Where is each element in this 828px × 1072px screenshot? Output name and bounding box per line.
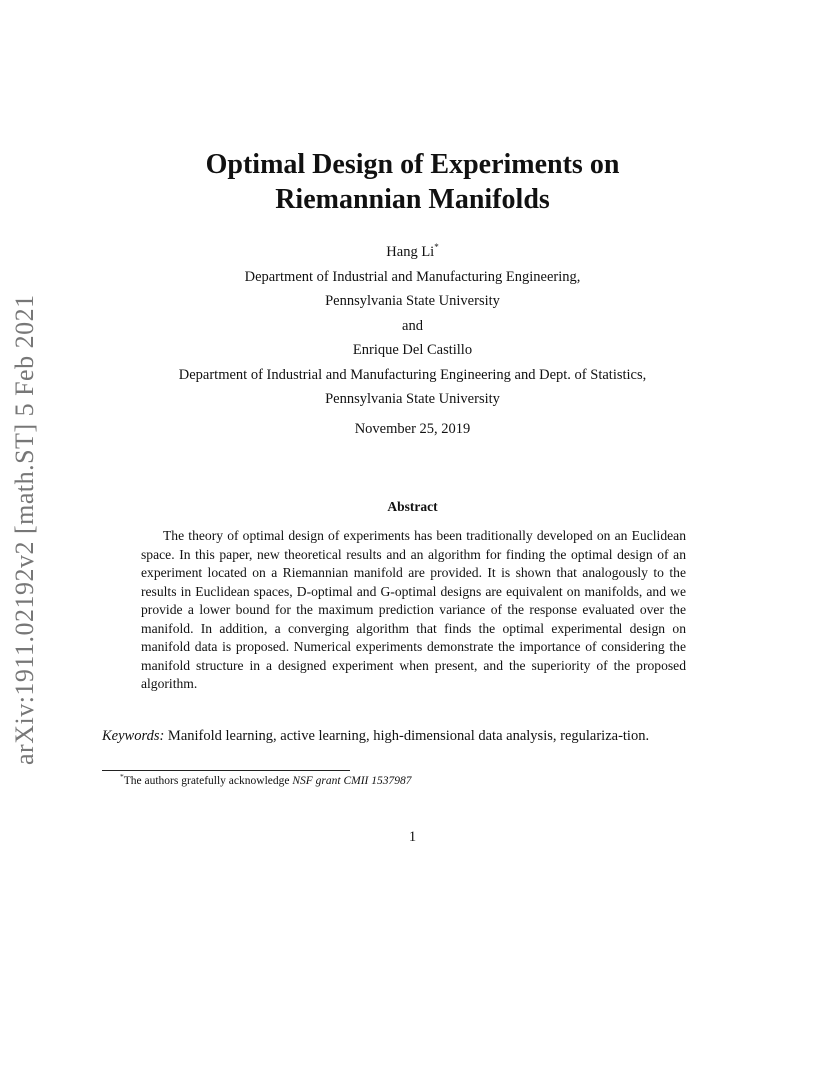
footnote-text: The authors gratefully acknowledge (123, 775, 293, 787)
author-conjunction: and (402, 317, 423, 334)
author-block (100, 240, 725, 412)
footnote-grant: NSF grant CMII 1537987 (292, 775, 412, 787)
footnote-mark: * (120, 772, 124, 782)
abstract-heading: Abstract (387, 499, 438, 514)
paper-title (100, 147, 725, 217)
author-1-affiliation-line-2: Pennsylvania State University (325, 293, 500, 309)
title-line-1: Optimal Design of Experiments on (205, 149, 620, 180)
author-2-name: Enrique Del Castillo (352, 342, 473, 358)
author-2-affiliation-line-2: Pennsylvania State University (325, 391, 500, 407)
footnote-rule (102, 770, 350, 771)
author-1-name: Hang Li (386, 244, 435, 260)
paper-date: November 25, 2019 (354, 421, 471, 437)
abstract-body: The theory of optimal design of experiments has been traditionally developed on an Euclidean space. In this paper, new theoretical results and an algorithm for finding the optimal design of an experiment located on a Riemannian manifold are provided. It is shown that analogously to the results in Euclidean spaces, D-optimal and G-optimal designs are equivalent on manifolds, and we provide a lower bound for the maximum prediction variance of the response evaluated over the manifold. In addition, a converging algorithm that finds the optimal experimental design on manifold data is proposed. Numerical experiments demonstrate the importance of considering the manifold structure in a designed experiment when present, and the superiority of the proposed algorithm. (141, 528, 686, 691)
keywords-label: Keywords: (102, 728, 165, 744)
keywords-text: Manifold learning, active learning, high-dimensional data analysis, regulariza-tion. (167, 728, 650, 744)
author-1-footnote-mark: * (434, 242, 439, 253)
title-line-2: Riemannian Manifolds (275, 184, 550, 215)
page-number: 1 (408, 829, 417, 845)
author-1-affiliation-line-1: Department of Industrial and Manufacturing Engineering, (244, 268, 581, 285)
author-1 (100, 240, 725, 265)
footnote (120, 772, 412, 787)
arxiv-identifier-stamp: arXiv:1911.02192v2 [math.ST] 5 Feb 2021 (10, 294, 39, 765)
keywords-line (102, 726, 724, 746)
author-2-affiliation-line-1: Department of Industrial and Manufacturing Engineering and Dept. of Statistics, (178, 366, 647, 383)
